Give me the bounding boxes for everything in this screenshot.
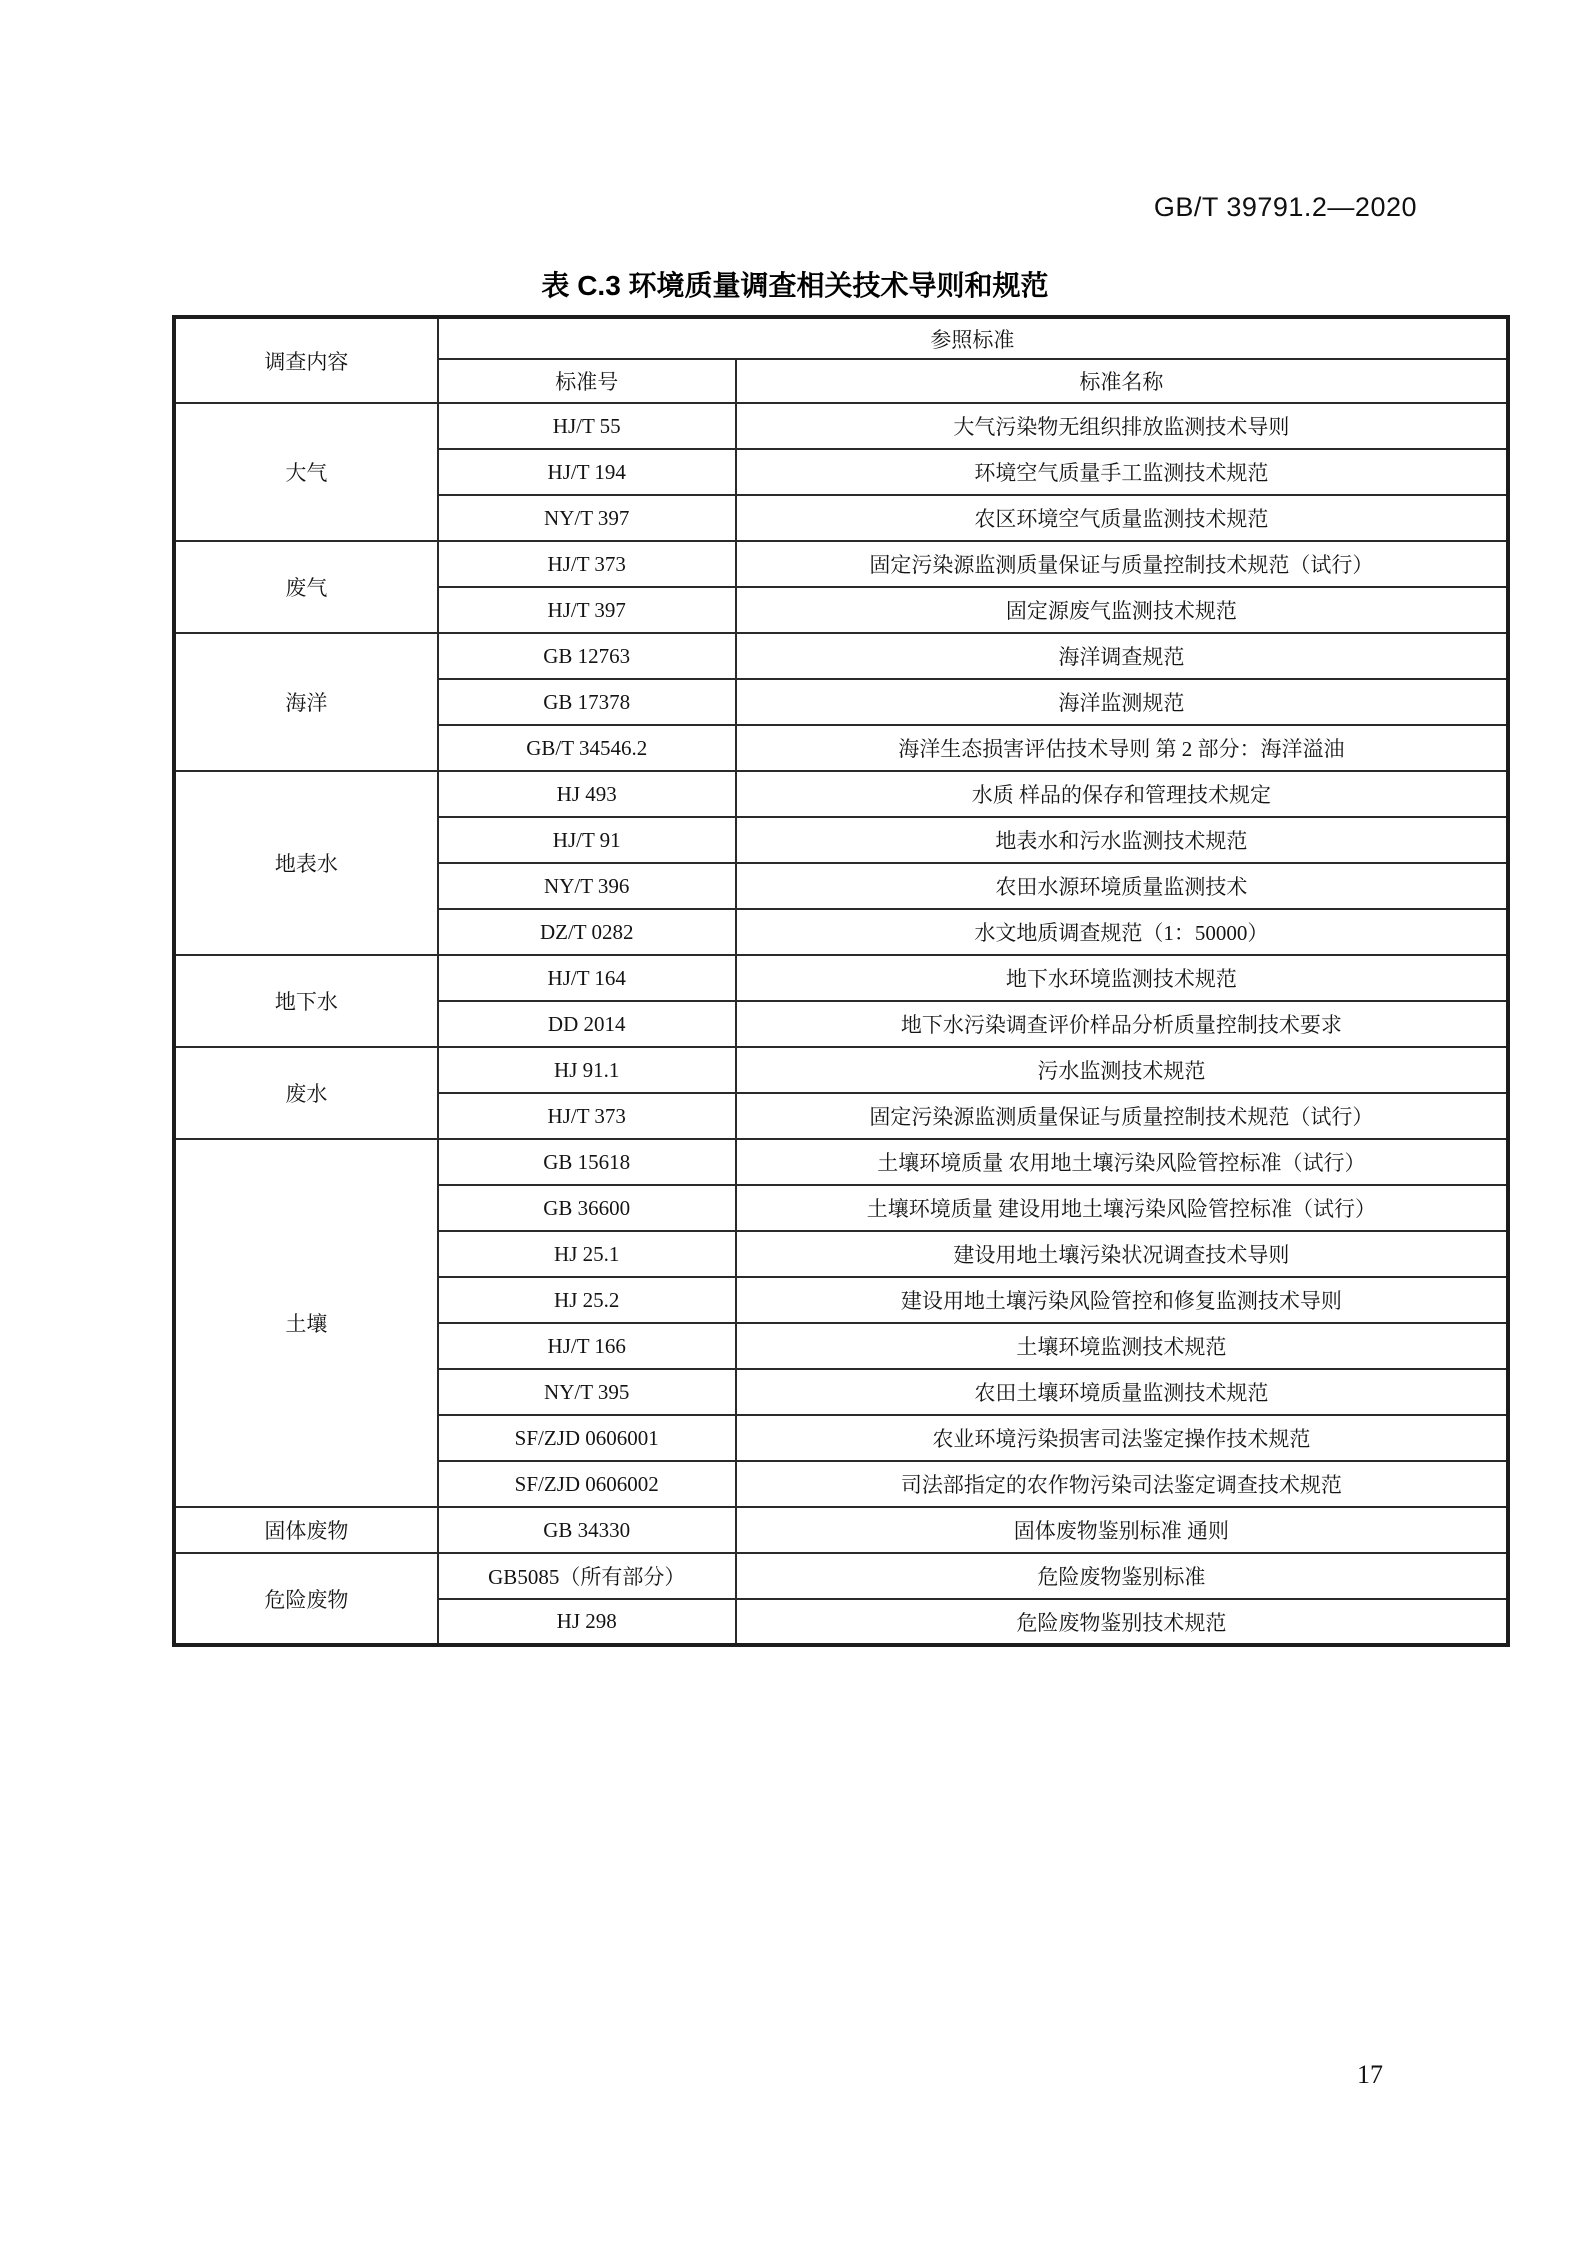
standard-name-cell: 水文地质调查规范（1：50000） xyxy=(736,909,1508,955)
table-title: 表 C.3 环境质量调查相关技术导则和规范 xyxy=(541,270,1049,301)
standard-code-cell: HJ/T 166 xyxy=(438,1323,736,1369)
standard-name-cell: 固定污染源监测质量保证与质量控制技术规范（试行） xyxy=(736,1093,1508,1139)
standard-name-cell: 危险废物鉴别标准 xyxy=(736,1553,1508,1599)
table-row xyxy=(174,771,1508,817)
table-row xyxy=(174,1047,1508,1093)
standard-code-cell: DD 2014 xyxy=(438,1001,736,1047)
standard-code-cell: GB5085（所有部分） xyxy=(438,1553,736,1599)
table-header xyxy=(174,317,1508,403)
table-row xyxy=(174,955,1508,1001)
standard-code-cell: HJ/T 373 xyxy=(438,541,736,587)
standard-name-cell: 土壤环境质量 建设用地土壤污染风险管控标准（试行） xyxy=(736,1185,1508,1231)
header-standard-code: 标准号 xyxy=(438,359,736,403)
standard-name-cell: 司法部指定的农作物污染司法鉴定调查技术规范 xyxy=(736,1461,1508,1507)
category-cell: 海洋 xyxy=(174,633,438,771)
standard-code-cell: DZ/T 0282 xyxy=(438,909,736,955)
standard-name-cell: 环境空气质量手工监测技术规范 xyxy=(736,449,1508,495)
standard-code-cell: GB 17378 xyxy=(438,679,736,725)
table-body xyxy=(174,403,1508,1645)
standard-name-cell: 建设用地土壤污染状况调查技术导则 xyxy=(736,1231,1508,1277)
table-row xyxy=(174,1139,1508,1185)
table-row xyxy=(174,1553,1508,1599)
standard-code-cell: HJ/T 55 xyxy=(438,403,736,449)
standard-code-cell: GB/T 34546.2 xyxy=(438,725,736,771)
standard-name-cell: 农田水源环境质量监测技术 xyxy=(736,863,1508,909)
standard-code-cell: NY/T 397 xyxy=(438,495,736,541)
standard-name-cell: 大气污染物无组织排放监测技术导则 xyxy=(736,403,1508,449)
standard-name-cell: 地下水环境监测技术规范 xyxy=(736,955,1508,1001)
standard-code-cell: HJ 25.1 xyxy=(438,1231,736,1277)
standard-name-cell: 污水监测技术规范 xyxy=(736,1047,1508,1093)
standard-code-cell: HJ 91.1 xyxy=(438,1047,736,1093)
standard-name-cell: 固定污染源监测质量保证与质量控制技术规范（试行） xyxy=(736,541,1508,587)
standard-code-cell: GB 34330 xyxy=(438,1507,736,1553)
standard-code-cell: HJ/T 91 xyxy=(438,817,736,863)
standard-code-cell: HJ/T 164 xyxy=(438,955,736,1001)
standard-name-cell: 海洋生态损害评估技术导则 第 2 部分：海洋溢油 xyxy=(736,725,1508,771)
header-survey-content: 调查内容 xyxy=(174,317,438,403)
standards-table xyxy=(172,315,1510,1647)
page-number: 17 xyxy=(1357,2060,1383,2089)
standard-name-cell: 农田土壤环境质量监测技术规范 xyxy=(736,1369,1508,1415)
standard-name-cell: 地下水污染调查评价样品分析质量控制技术要求 xyxy=(736,1001,1508,1047)
standard-name-cell: 农业环境污染损害司法鉴定操作技术规范 xyxy=(736,1415,1508,1461)
category-cell: 废水 xyxy=(174,1047,438,1139)
standard-name-cell: 建设用地土壤污染风险管控和修复监测技术导则 xyxy=(736,1277,1508,1323)
standard-name-cell: 土壤环境监测技术规范 xyxy=(736,1323,1508,1369)
table-row xyxy=(174,541,1508,587)
standard-code-cell: NY/T 395 xyxy=(438,1369,736,1415)
standard-name-cell: 水质 样品的保存和管理技术规定 xyxy=(736,771,1508,817)
doc-number: GB/T 39791.2—2020 xyxy=(1153,192,1417,222)
standard-code-cell: NY/T 396 xyxy=(438,863,736,909)
standard-name-cell: 土壤环境质量 农用地土壤污染风险管控标准（试行） xyxy=(736,1139,1508,1185)
header-standard-name: 标准名称 xyxy=(736,359,1508,403)
standard-code-cell: HJ/T 397 xyxy=(438,587,736,633)
standard-code-cell: GB 12763 xyxy=(438,633,736,679)
standard-name-cell: 危险废物鉴别技术规范 xyxy=(736,1599,1508,1645)
category-cell: 废气 xyxy=(174,541,438,633)
standard-code-cell: HJ 25.2 xyxy=(438,1277,736,1323)
standard-code-cell: GB 15618 xyxy=(438,1139,736,1185)
category-cell: 大气 xyxy=(174,403,438,541)
standard-code-cell: HJ/T 373 xyxy=(438,1093,736,1139)
standard-code-cell: SF/ZJD 0606002 xyxy=(438,1461,736,1507)
category-cell: 固体废物 xyxy=(174,1507,438,1553)
table-row xyxy=(174,1507,1508,1553)
standard-code-cell: HJ/T 194 xyxy=(438,449,736,495)
table-row xyxy=(174,403,1508,449)
table-row xyxy=(174,633,1508,679)
header-reference-standard: 参照标准 xyxy=(438,317,1508,359)
standard-code-cell: GB 36600 xyxy=(438,1185,736,1231)
standard-name-cell: 农区环境空气质量监测技术规范 xyxy=(736,495,1508,541)
standard-code-cell: SF/ZJD 0606001 xyxy=(438,1415,736,1461)
standard-name-cell: 地表水和污水监测技术规范 xyxy=(736,817,1508,863)
category-cell: 危险废物 xyxy=(174,1553,438,1645)
header-row-1 xyxy=(174,317,1508,359)
category-cell: 土壤 xyxy=(174,1139,438,1507)
standard-name-cell: 固体废物鉴别标准 通则 xyxy=(736,1507,1508,1553)
category-cell: 地下水 xyxy=(174,955,438,1047)
standard-name-cell: 海洋调查规范 xyxy=(736,633,1508,679)
standard-name-cell: 固定源废气监测技术规范 xyxy=(736,587,1508,633)
standard-code-cell: HJ 298 xyxy=(438,1599,736,1645)
standard-name-cell: 海洋监测规范 xyxy=(736,679,1508,725)
standard-code-cell: HJ 493 xyxy=(438,771,736,817)
category-cell: 地表水 xyxy=(174,771,438,955)
